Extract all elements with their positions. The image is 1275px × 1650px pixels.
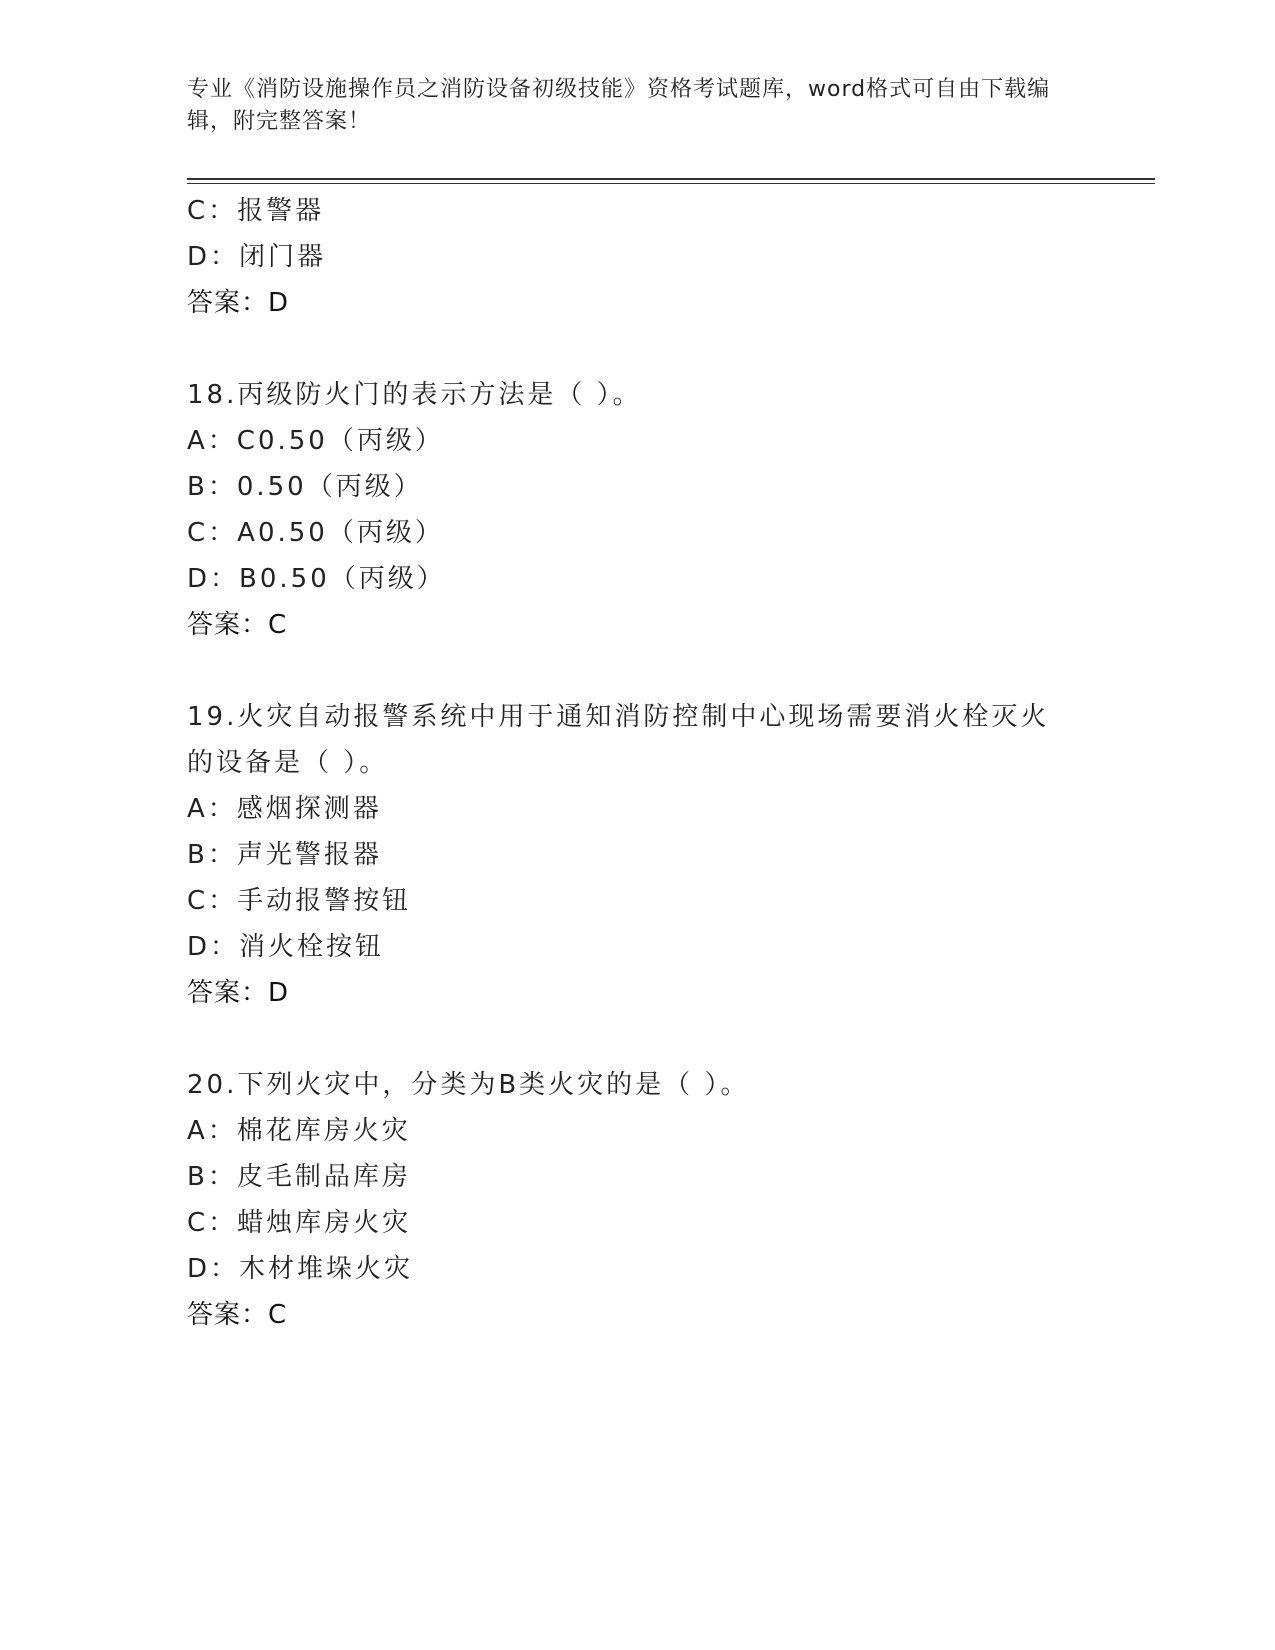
option-b: B：声光警报器 xyxy=(187,840,382,870)
answer-line: 答案：D xyxy=(187,978,290,1008)
option-d: D：木材堆垛火灾 xyxy=(187,1254,414,1284)
question-18 xyxy=(187,372,1087,648)
option-b: B：0.50（丙级） xyxy=(187,472,423,502)
option-d: D：消火栓按钮 xyxy=(187,932,385,962)
continued-question xyxy=(187,188,1087,326)
option-a: A：C0.50（丙级） xyxy=(187,426,444,456)
document-body xyxy=(187,188,1087,1338)
option-c: C：A0.50（丙级） xyxy=(187,518,444,548)
header-rule-thin xyxy=(187,183,1155,184)
question-20 xyxy=(187,1062,1087,1338)
answer-line: 答案：C xyxy=(187,1300,288,1330)
answer-line: 答案：D xyxy=(187,288,290,318)
option-d: D：闭门器 xyxy=(187,242,327,272)
document-header: 专业《消防设施操作员之消防设备初级技能》资格考试题库，word格式可自由下载编辑，附完整答案！ xyxy=(187,77,1051,134)
option-b: B：皮毛制品库房 xyxy=(187,1162,411,1192)
option-c: C：报警器 xyxy=(187,196,325,226)
header-rule-thick xyxy=(187,178,1155,180)
option-c: C：手动报警按钮 xyxy=(187,886,412,916)
question-text: 18.丙级防火门的表示方法是（ ）。 xyxy=(187,380,642,410)
question-text: 19.火灾自动报警系统中用于通知消防控制中心现场需要消火栓灭火的设备是（ ）。 xyxy=(187,702,1050,778)
question-19 xyxy=(187,694,1087,1016)
option-c: C：蜡烛库房火灾 xyxy=(187,1208,412,1238)
question-text: 20.下列火灾中，分类为B类火灾的是（ ）。 xyxy=(187,1070,750,1100)
option-a: A：棉花库房火灾 xyxy=(187,1116,411,1146)
option-d: D：B0.50（丙级） xyxy=(187,564,446,594)
answer-line: 答案：C xyxy=(187,610,288,640)
option-a: A：感烟探测器 xyxy=(187,794,382,824)
